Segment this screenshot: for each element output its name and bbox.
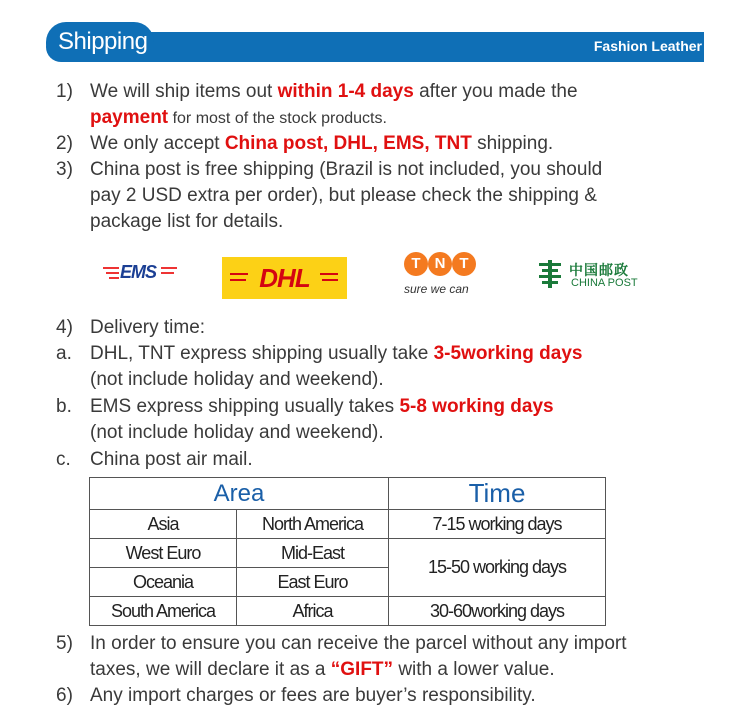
table-header-row (90, 478, 606, 510)
item-3-line-1: 3) China post is free shipping (Brazil is not included, you should (56, 159, 603, 180)
table-cell: Asia (90, 510, 237, 539)
table-cell: 30-60working days (389, 597, 606, 626)
item-6: 6) Any import charges or fees are buyer’s responsibility. (56, 685, 536, 706)
item-b-line-2: (not include holiday and weekend). (90, 422, 384, 443)
table-row (90, 597, 606, 626)
table-cell: Oceania (90, 568, 237, 597)
table-cell: 15-50 working days (389, 539, 606, 597)
item-5-line-1: 5) In order to ensure you can receive the parcel without any import (56, 633, 627, 654)
dhl-logo: DHL (222, 257, 347, 299)
item-3-line-2: pay 2 USD extra per order), but please check the shipping & (90, 185, 597, 206)
item-3-line-3: package list for details. (90, 211, 284, 232)
table-cell: Mid-East (237, 539, 389, 568)
shipping-time-table (89, 477, 606, 626)
section-title: Shipping (58, 28, 148, 55)
table-cell: East Euro (237, 568, 389, 597)
table-cell: 7-15 working days (389, 510, 606, 539)
header-area: Area (90, 478, 389, 510)
tnt-logo: T N T sure we can (402, 252, 484, 302)
item-5-line-2: taxes, we will declare it as a “GIFT” with a lower value. (90, 659, 555, 680)
table-row (90, 510, 606, 539)
item-4: 4) Delivery time: (56, 317, 206, 338)
header-banner (0, 0, 750, 70)
item-1-line-2: payment for most of the stock products. (90, 107, 387, 128)
item-2: 2) We only accept China post, DHL, EMS, TNT shipping. (56, 133, 554, 154)
table-row (90, 539, 606, 568)
table-cell: North America (237, 510, 389, 539)
table-cell: South America (90, 597, 237, 626)
ems-logo: EMS (103, 262, 181, 282)
item-a-line-2: (not include holiday and weekend). (90, 369, 384, 390)
header-time: Time (389, 478, 606, 510)
china-post-logo: 中国邮政 CHINA POST (537, 260, 647, 292)
table-cell: Africa (237, 597, 389, 626)
item-c: c. China post air mail. (56, 449, 253, 470)
brand-label: Fashion Leather (593, 38, 702, 54)
item-a-line-1: a. DHL, TNT express shipping usually take 3-5working days (56, 343, 583, 364)
table-cell: West Euro (90, 539, 237, 568)
china-post-emblem-icon (537, 260, 563, 288)
item-b-line-1: b. EMS express shipping usually takes 5-8 working days (56, 396, 554, 417)
item-1-line-1: 1) We will ship items out within 1-4 days after you made the (56, 81, 578, 102)
